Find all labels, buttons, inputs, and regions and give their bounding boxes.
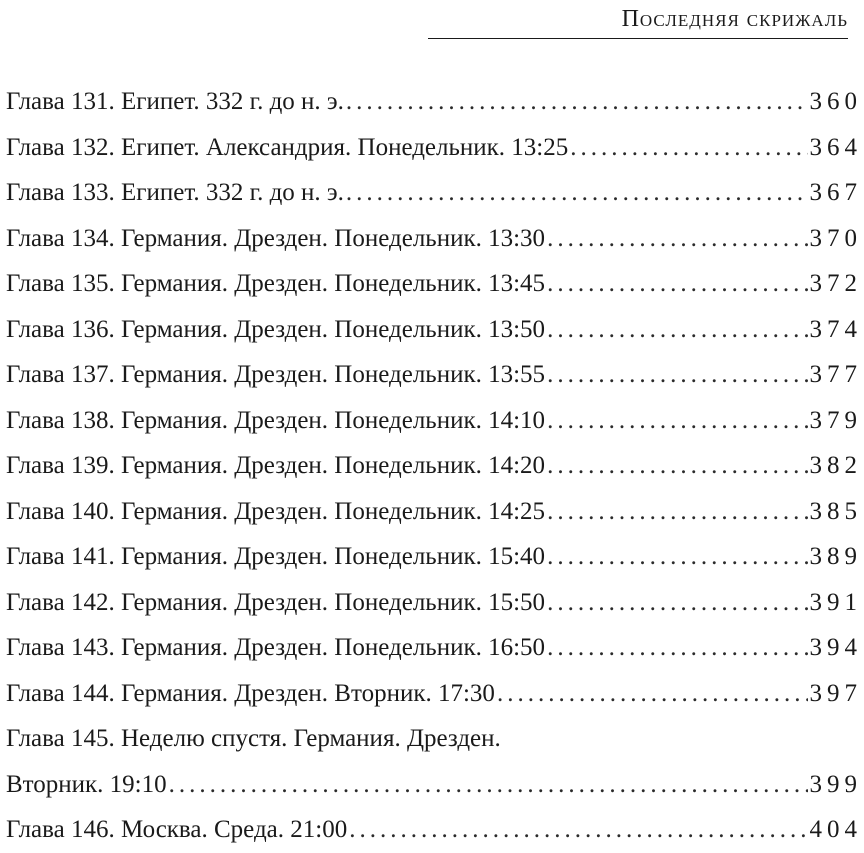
toc-entry-title: Глава 132. Египет. Александрия. Понедельник. 13:25 [6,133,569,161]
toc-entry-page: 370 [809,224,862,252]
dot-leader [547,534,807,580]
toc-entry-page: 397 [809,679,862,707]
toc-entry-title-continued: Вторник. 19:10 [6,770,167,798]
toc-entry-title: Глава 136. Германия. Дрезден. Понедельник. 13:50 [6,315,546,343]
toc-entry-page: 379 [809,406,862,434]
toc-entry-page: 360 [809,88,862,115]
toc-entry-133[interactable] [6,170,862,216]
dot-leader [547,216,807,262]
toc-entry-title: Глава 137. Германия. Дрезден. Понедельник. 13:55 [6,361,546,388]
toc-entry-page: 385 [809,497,862,525]
toc-entry-page: 364 [809,133,862,161]
toc-entry-page: 389 [809,543,862,570]
toc-entry-143[interactable] [6,625,862,671]
dot-leader [547,489,807,535]
running-header [428,0,848,36]
toc-entry-title: Глава 133. Египет. 332 г. до н. э. [6,179,344,206]
dot-leader [547,443,807,489]
toc-entry-title: Глава 141. Германия. Дрезден. Понедельник. 15:40 [6,543,546,570]
header-rule [428,38,848,39]
toc-entry-137[interactable] [6,352,862,398]
toc-entry-title: Глава 144. Германия. Дрезден. Вторник. 17:30 [6,679,495,707]
dot-leader [346,79,808,125]
running-header-title: Последняя скрижаль [621,6,848,32]
toc-entry-144[interactable] [6,671,862,717]
dot-leader [547,580,807,626]
toc-entry-142[interactable] [6,580,862,626]
toc-entry-title: Глава 138. Германия. Дрезден. Понедельник. 14:10 [6,406,546,434]
toc-entry-135[interactable] [6,261,862,307]
table-of-contents [6,79,862,853]
dot-leader [547,398,807,444]
toc-entry-title: Глава 143. Германия. Дрезден. Понедельник. 16:50 [6,634,546,661]
toc-entry-145-line1[interactable] [6,716,862,762]
toc-entry-134[interactable] [6,216,862,262]
toc-entry-title: Глава 134. Германия. Дрезден. Понедельник. 13:30 [6,224,546,252]
dot-leader [547,352,807,398]
dot-leader [497,671,808,717]
dot-leader [547,307,807,353]
dot-leader [547,625,807,671]
toc-entry-page: 391 [809,588,862,616]
toc-entry-page: 394 [809,634,862,661]
toc-entry-title: Глава 135. Германия. Дрезден. Понедельник. 13:45 [6,270,546,297]
toc-entry-page: 374 [809,315,862,343]
toc-entry-132[interactable] [6,125,862,171]
toc-entry-139[interactable] [6,443,862,489]
toc-entry-page: 382 [809,452,862,479]
toc-entry-title: Глава 140. Германия. Дрезден. Понедельник. 14:25 [6,497,546,525]
toc-entry-138[interactable] [6,398,862,444]
toc-entry-title: Глава 145. Неделю спустя. Германия. Дрезден. [6,725,501,752]
dot-leader [570,125,807,171]
toc-entry-141[interactable] [6,534,862,580]
toc-entry-title: Глава 139. Германия. Дрезден. Понедельник. 14:20 [6,452,546,479]
toc-entry-title: Глава 131. Египет. 332 г. до н. э. [6,88,344,115]
dot-leader [346,170,808,216]
toc-entry-page: 404 [809,816,862,843]
toc-entry-145-line2[interactable] [6,762,862,808]
dot-leader [547,261,807,307]
toc-entry-page: 377 [809,361,862,388]
toc-entry-page: 372 [809,270,862,297]
toc-entry-136[interactable] [6,307,862,353]
toc-entry-140[interactable] [6,489,862,535]
toc-entry-title: Глава 146. Москва. Среда. 21:00 [6,816,348,843]
toc-entry-title: Глава 142. Германия. Дрезден. Понедельник. 15:50 [6,588,546,616]
toc-entry-page: 399 [809,770,862,798]
toc-entry-page: 367 [809,179,862,206]
dot-leader [169,762,808,808]
toc-entry-131[interactable] [6,79,862,125]
